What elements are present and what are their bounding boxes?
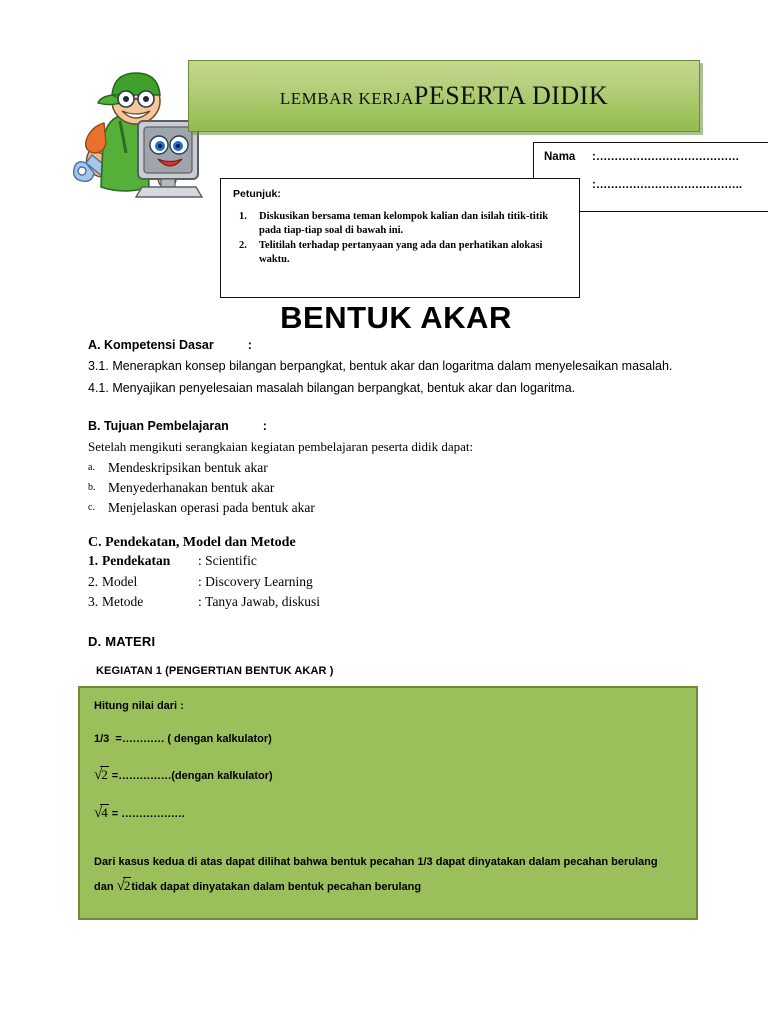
petunjuk-box xyxy=(220,178,580,298)
conclusion-text-part-1: Dari kasus kedua di atas dapat dilihat bahwa bentuk pecahan 1/3 dapat dinyatakan dalam pecahan berulang dan xyxy=(94,856,658,893)
section-c-row-number: 2. xyxy=(88,573,99,589)
exercise-1-equals: = xyxy=(115,733,122,746)
petunjuk-item xyxy=(239,210,569,238)
nama-row-1 xyxy=(544,151,768,179)
section-c-row-key: Pendekatan xyxy=(102,553,171,569)
list-item-label: Menjelaskan operasi pada bentuk akar xyxy=(108,499,315,515)
list-item xyxy=(88,478,703,498)
square-root-icon: √2 xyxy=(116,877,131,894)
list-item-marker: b. xyxy=(88,481,96,493)
nama-label: Nama xyxy=(544,151,576,163)
section-b-heading-text: B. Tujuan Pembelajaran xyxy=(88,418,229,433)
exercise-3-equals: = xyxy=(111,808,119,821)
section-c-row-key: Metode xyxy=(102,593,144,609)
petunjuk-item-text: Diskusikan bersama teman kelompok kalian dan isilah titik-titik pada tiap-tiap soal di bawah ini. xyxy=(259,211,549,236)
page-title: BENTUK AKAR xyxy=(280,300,512,335)
conclusion-paragraph xyxy=(94,852,680,900)
list-item xyxy=(88,458,703,478)
banner-title-small: LEMBAR KERJA xyxy=(279,89,414,108)
section-c-row xyxy=(88,551,703,571)
banner-title-big: PESERTA DIDIK xyxy=(413,81,609,110)
exercise-line-2 xyxy=(94,766,680,784)
exercise-1-lhs: 1/3 xyxy=(94,733,110,746)
list-item-label: Menyederhanakan bentuk akar xyxy=(108,479,275,495)
list-item xyxy=(88,498,703,518)
exercise-line-1 xyxy=(94,733,680,746)
exercise-3-answer-blank[interactable]: ……………… xyxy=(121,808,185,821)
section-c-row-key: Model xyxy=(102,573,138,589)
petunjuk-title: Petunjuk: xyxy=(233,188,281,200)
exercise-1-answer-blank[interactable]: ………… xyxy=(121,733,165,746)
petunjuk-item xyxy=(239,239,569,267)
section-c-row-value: : Tanya Jawab, diskusi xyxy=(198,593,321,609)
banner-title xyxy=(280,81,608,111)
exercise-1-note: ( dengan kalkulator) xyxy=(167,733,272,746)
petunjuk-item-number: 1. xyxy=(239,211,247,222)
section-b-intro: Setelah mengikuti serangkaian kegiatan pembelajaran peserta didik dapat: xyxy=(88,438,474,454)
nama-fill-line-2[interactable]: …………………………………. xyxy=(595,179,742,191)
document-body xyxy=(88,338,703,677)
section-a-colon: : xyxy=(247,338,252,352)
list-item-marker: c. xyxy=(88,501,95,513)
section-c-row-number: 1. xyxy=(88,553,99,569)
petunjuk-item-text: Telitilah terhadap pertanyaan yang ada dan perhatikan alokasi waktu. xyxy=(259,239,543,265)
exercise-3-radicand: 4 xyxy=(101,805,108,821)
list-item-marker: a. xyxy=(88,462,95,474)
conclusion-text-part-2: tidak dapat dinyatakan dalam bentuk pecahan berulang xyxy=(131,880,422,893)
section-c-row-value: : Discovery Learning xyxy=(198,573,313,589)
section-d-heading: D. MATERI xyxy=(88,634,156,650)
square-root-icon: √2 xyxy=(94,767,108,784)
section-a-heading-text: A. Kompetensi Dasar xyxy=(88,338,214,352)
nama-colon-2: : xyxy=(592,179,596,191)
nama-fill-line-1[interactable]: ………………………………… xyxy=(595,151,739,163)
conclusion-radicand: 2 xyxy=(123,877,131,893)
section-c-row xyxy=(88,572,703,592)
section-a-item: 3.1. Menerapkan konsep bilangan berpangkat, bentuk akar dan logaritma dalam menyelesaikan masalah. xyxy=(88,359,673,373)
exercise-line-3 xyxy=(94,804,680,822)
petunjuk-list xyxy=(233,210,569,266)
header-banner xyxy=(188,60,700,132)
nama-colon-1: : xyxy=(592,151,596,163)
exercise-2-note: (dengan kalkulator) xyxy=(171,770,273,783)
section-c-row xyxy=(88,592,703,612)
hitung-prompt: Hitung nilai dari : xyxy=(94,700,184,712)
materi-green-box xyxy=(78,686,698,920)
square-root-icon: √4 xyxy=(94,805,108,822)
list-item-label: Mendeskripsikan bentuk akar xyxy=(108,460,268,476)
exercise-2-equals: = xyxy=(111,770,119,783)
section-b-heading xyxy=(88,419,703,433)
section-c-row-number: 3. xyxy=(88,593,99,609)
section-c-heading: C. Pendekatan, Model dan Metode xyxy=(88,535,296,551)
kegiatan-heading: KEGIATAN 1 (PENGERTIAN BENTUK AKAR ) xyxy=(96,665,334,678)
exercise-2-radicand: 2 xyxy=(101,767,108,783)
exercise-2-answer-blank[interactable]: …………… xyxy=(118,770,172,783)
section-b-list xyxy=(88,458,703,517)
section-a-heading xyxy=(88,338,703,352)
petunjuk-item-number: 2. xyxy=(239,239,247,251)
section-a-item: 4.1. Menyajikan penyelesaian masalah bilangan berpangkat, bentuk akar dan logaritma. xyxy=(88,380,576,395)
section-b-colon: : xyxy=(262,418,267,433)
section-c-row-value: : Scientific xyxy=(198,553,257,569)
